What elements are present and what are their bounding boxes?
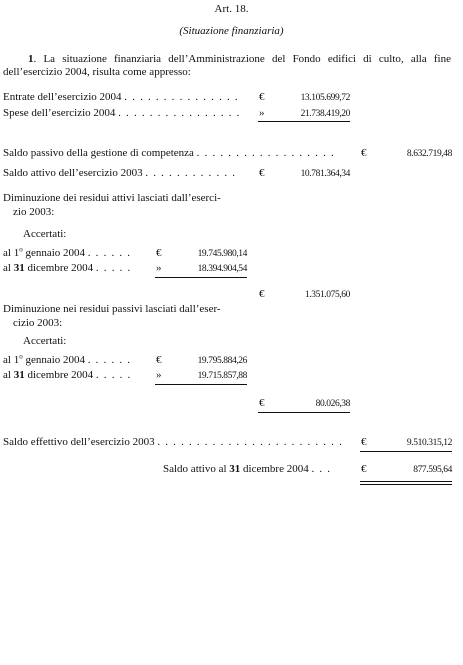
spese-row (3, 107, 241, 120)
ditto-mark: » (156, 369, 162, 381)
row-date: gennaio 2004 (22, 247, 86, 259)
paragraph-number: 1 (28, 53, 34, 65)
residui-attivi-row-gennaio (3, 247, 131, 260)
currency-symbol: € (361, 463, 367, 475)
subtotal-rule (360, 451, 452, 452)
saldo-attivo-2003-value: 10.781.364,34 (300, 169, 350, 179)
leader-dots: . . . . . . . . . . . . . . . . . . . . . . . . (157, 436, 344, 448)
residui-attivi-difference: 1.351.075,60 (304, 290, 350, 300)
currency-symbol: € (361, 147, 367, 159)
double-rule-top (360, 481, 452, 482)
leader-dots: . . . . . . . . . . . . (145, 167, 237, 179)
subtotal-rule (258, 412, 350, 413)
article-heading: Art. 18. (214, 3, 249, 15)
ordinal-sup: o (19, 245, 23, 254)
leader-dots: . . . . . . (87, 247, 132, 259)
leader-dots: . . . . . . . . . . . . . . . (124, 91, 239, 103)
saldo-finale-date: dicembre 2004 (240, 463, 309, 475)
row-date: dicembre 2004 (24, 369, 94, 381)
row-date: gennaio 2004 (22, 354, 86, 366)
ditto-mark: » (156, 262, 162, 274)
residui-passivi-label-line2: cizio 2003: (13, 317, 63, 329)
residui-passivi-row-gennaio (3, 354, 131, 367)
residui-attivi-dicembre-value: 18.394.904,54 (197, 264, 247, 274)
saldo-passivo-value: 8.632.719,48 (406, 149, 452, 159)
currency-symbol: € (156, 354, 162, 366)
residui-passivi-difference: 80.026,38 (315, 399, 350, 409)
saldo-effettivo-value: 9.510.315,12 (406, 438, 452, 448)
saldo-passivo-row (3, 147, 335, 160)
subtotal-rule (258, 121, 350, 122)
article-subtitle: (Situazione finanziaria) (179, 25, 284, 37)
residui-passivi-dicembre-value: 19.715.857,88 (197, 371, 247, 381)
entrate-row (3, 91, 239, 104)
residui-passivi-row-dicembre (3, 369, 131, 382)
leader-dots: . . . . . . . . . . . . . . . . . . (196, 147, 335, 159)
saldo-effettivo-row (3, 436, 343, 449)
residui-attivi-label-line2: zio 2003: (13, 206, 55, 218)
intro-paragraph (3, 53, 451, 79)
saldo-attivo-2003-row (3, 167, 236, 180)
double-rule-bottom (360, 484, 452, 485)
currency-symbol: € (361, 436, 367, 448)
saldo-finale-day: 31 (229, 463, 241, 475)
residui-passivi-gennaio-value: 19.795.884,26 (197, 356, 247, 366)
accertati-label: Accertati: (23, 228, 67, 240)
row-prefix: al 1 (3, 247, 20, 259)
currency-symbol: € (259, 167, 265, 179)
leader-dots: . . . . . . . . . . . . . . . . (118, 107, 241, 119)
residui-attivi-row-dicembre (3, 262, 131, 275)
subtotal-rule (155, 384, 247, 385)
row-day: 31 (13, 262, 25, 274)
row-date: dicembre 2004 (24, 262, 94, 274)
row-prefix: al (3, 262, 14, 274)
entrate-value: 13.105.699,72 (300, 93, 350, 103)
currency-symbol: € (156, 247, 162, 259)
entrate-label: Entrate dell’esercizio 2004 (3, 91, 122, 103)
saldo-effettivo-label: Saldo effettivo dell’esercizio 2003 (3, 436, 155, 448)
saldo-finale-label: Saldo attivo al (163, 463, 230, 475)
row-prefix: al (3, 369, 14, 381)
saldo-passivo-label: Saldo passivo della gestione di competenza (3, 147, 194, 159)
saldo-attivo-2003-label: Saldo attivo dell’esercizio 2003 (3, 167, 143, 179)
accertati-label: Accertati: (23, 335, 67, 347)
leader-dots: . . . . . (95, 369, 132, 381)
currency-symbol: € (259, 397, 265, 409)
ordinal-sup: o (19, 352, 23, 361)
leader-dots: . . . . . . (87, 354, 132, 366)
leader-dots: . . . . . (95, 262, 132, 274)
residui-passivi-label-line1: Diminuzione nei residui passivi lasciati dall’eser- (3, 303, 221, 315)
row-prefix: al 1 (3, 354, 20, 366)
leader-dots: . . . (311, 463, 332, 475)
residui-attivi-label-line1: Diminuzione dei residui attivi lasciati dall’eserci- (3, 192, 221, 204)
currency-symbol: € (259, 91, 265, 103)
currency-symbol: € (259, 288, 265, 300)
residui-attivi-gennaio-value: 19.745.980,14 (197, 249, 247, 259)
saldo-finale-value: 877.595,64 (413, 465, 452, 475)
intro-text: . La situazione finanziaria dell’Amministrazione del Fondo edifici di culto, alla fine dell’esercizio 2004, risulta come appresso: (3, 53, 451, 78)
spese-value: 21.738.419,20 (300, 109, 350, 119)
subtotal-rule (155, 277, 247, 278)
row-day: 31 (13, 369, 25, 381)
ditto-mark: » (259, 107, 265, 119)
spese-label: Spese dell’esercizio 2004 (3, 107, 116, 119)
saldo-finale-row (163, 463, 331, 476)
